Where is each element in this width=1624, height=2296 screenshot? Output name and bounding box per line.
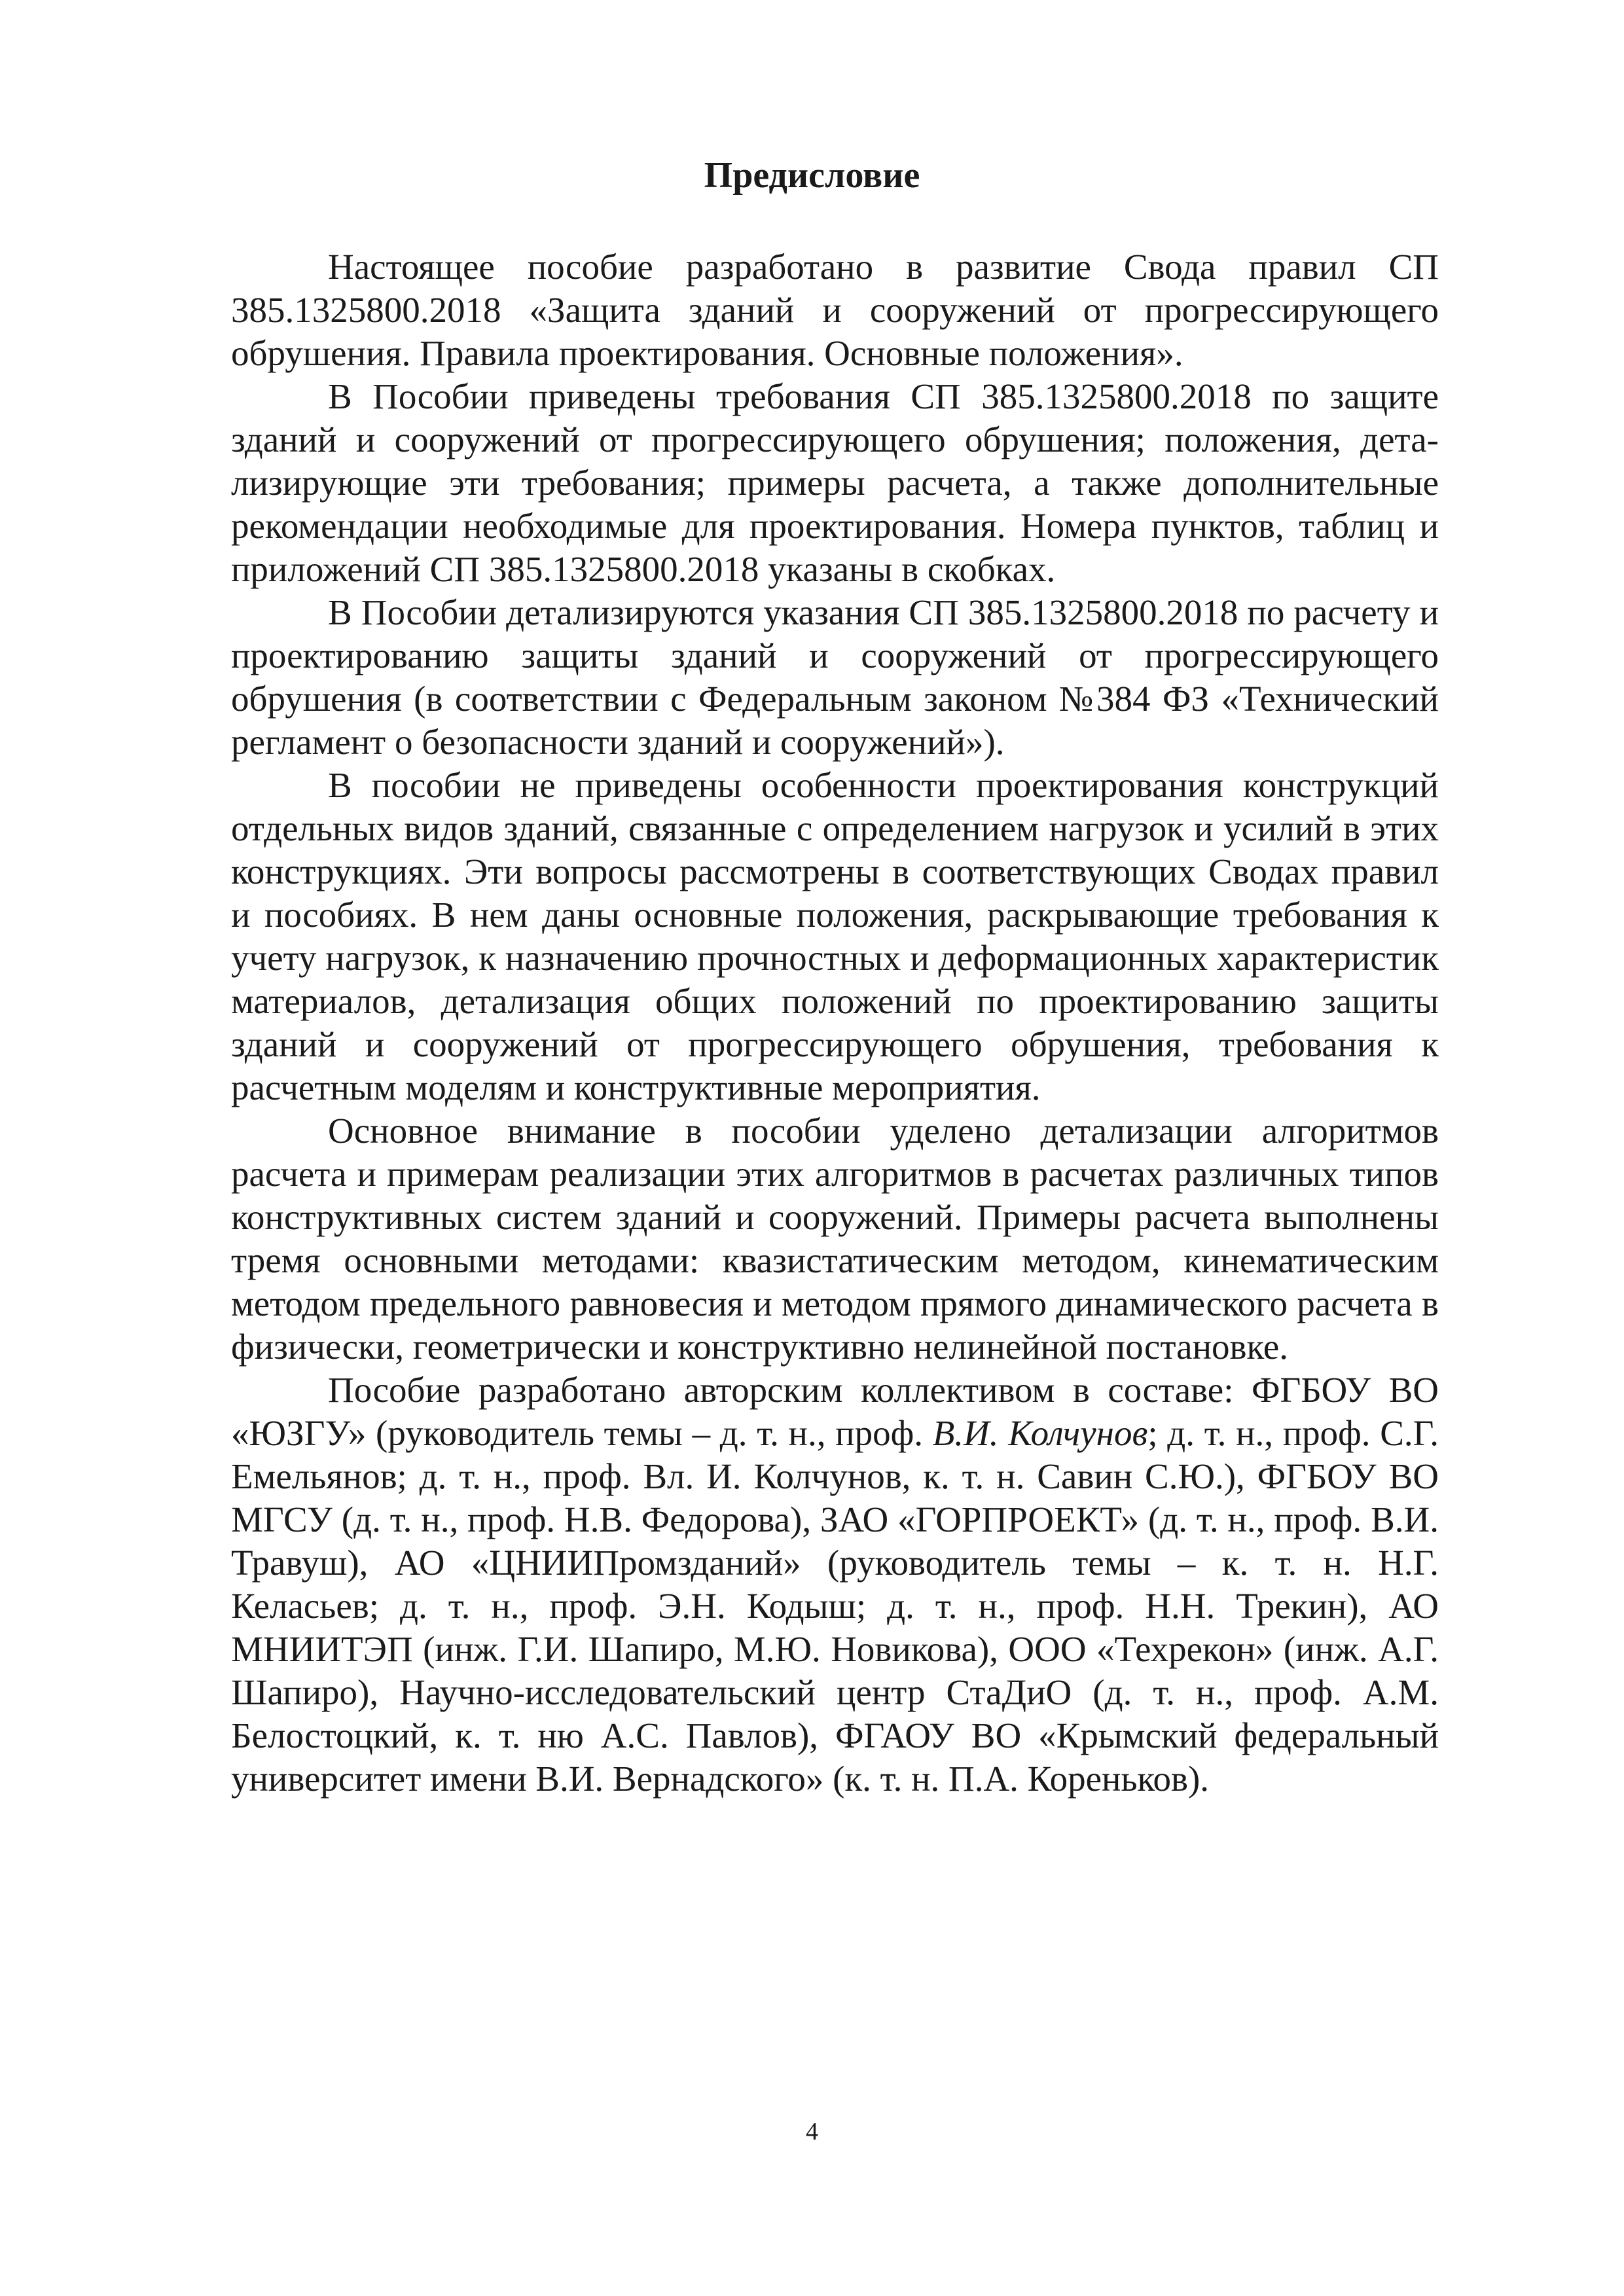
paragraph-6 (231, 1369, 1439, 1801)
page-title: Предисловие (704, 155, 920, 196)
paragraph-1: Настоящее пособие разработано в развитие Свода правил СП 385.1325800.2018 «Защита зданий и сооружений от прогрессирующего обрушения. Правила проектирования. Основные положения». (231, 247, 1439, 373)
paragraph-5: Основное внимание в пособии уделено детализации алгоритмов расчета и примерам реализации этих алгоритмов в расчетах различных типов конструктивных систем зданий и сооружений. Примеры расчета выполнены тремя основными методами: квазистатическим методом, кинематическим методом предельного равновесия и методом прямого динамического расчета в физически, геометрически и конструктивно нелинейной постановке. (231, 1111, 1439, 1367)
paragraph-6-end: ; д. т. н., проф. С.Г. Емельянов; д. т. н., проф. Вл. И. Колчунов, к. т. н. Савин С.Ю.), ФГБОУ ВО МГСУ (д. т. н., проф. Н.В. Федорова), ЗАО «ГОРПРОЕКТ» (д. т. н., проф. В.И. Травуш), АО «ЦНИИПромзданий» (руководитель темы – к. т. н. Н.Г. Келасьев; д. т. н., проф. Э.Н. Кодыш; д. т. н., проф. Н.Н. Трекин), АО МНИИТЭП (инж. Г.И. Шапиро, М.Ю. Новикова), ООО «Техрекон» (инж. А.Г. Шапиро), Научно-исследовательский центр СтаДиО (д. т. н., проф. А.М. Белостоцкий, к. т. ню А.С. Павлов), ФГАОУ ВО «Крымский федеральный университет имени В.И. Вернадского» (к. т. н. П.А. Кореньков). (231, 1413, 1439, 1799)
paragraph-3: В Пособии детализируются указания СП 385.1325800.2018 по расчету и проектированию защиты зданий и сооружений от прогрессирующего обрушения (в соответствии с Федеральным законом №384 ФЗ «Технический регламент о безопасности зданий и сооружений»). (231, 592, 1439, 762)
body-text (231, 245, 1439, 1801)
italic-author-name: В.И. Колчунов (932, 1413, 1148, 1453)
page-number: 4 (806, 2118, 818, 2145)
paragraph-4: В пособии не приведены особенности проектирования конструкций отдельных видов зданий, связанные с определением нагрузок и усилий в этих конструкциях. Эти вопросы рассмотрены в соответствующих Сводах правил и пособиях. В нем даны основные положения, раскрывающие требования к учету нагрузок, к назначению прочностных и деформационных характеристик материалов, детализация общих положений по проектированию защиты зданий и сооружений от прогрессирующего обрушения, требования к расчетным моделям и конструктивные мероприятия. (231, 765, 1439, 1107)
paragraph-2: В Пособии приведены требования СП 385.1325800.2018 по защите зданий и сооружений от прогрессирующего обрушения; положения, детализирующие эти требования; примеры расчета, а также дополнительные рекомендации необходимые для проектирования. Номера пунктов, таблиц и приложений СП 385.1325800.2018 указаны в скобках. (231, 376, 1439, 589)
paragraph-6-start: Пособие разработано авторским коллективом в составе: ФГБОУ ВО «ЮЗГУ» (руководитель темы – д. т. н., проф. (231, 1370, 1439, 1453)
